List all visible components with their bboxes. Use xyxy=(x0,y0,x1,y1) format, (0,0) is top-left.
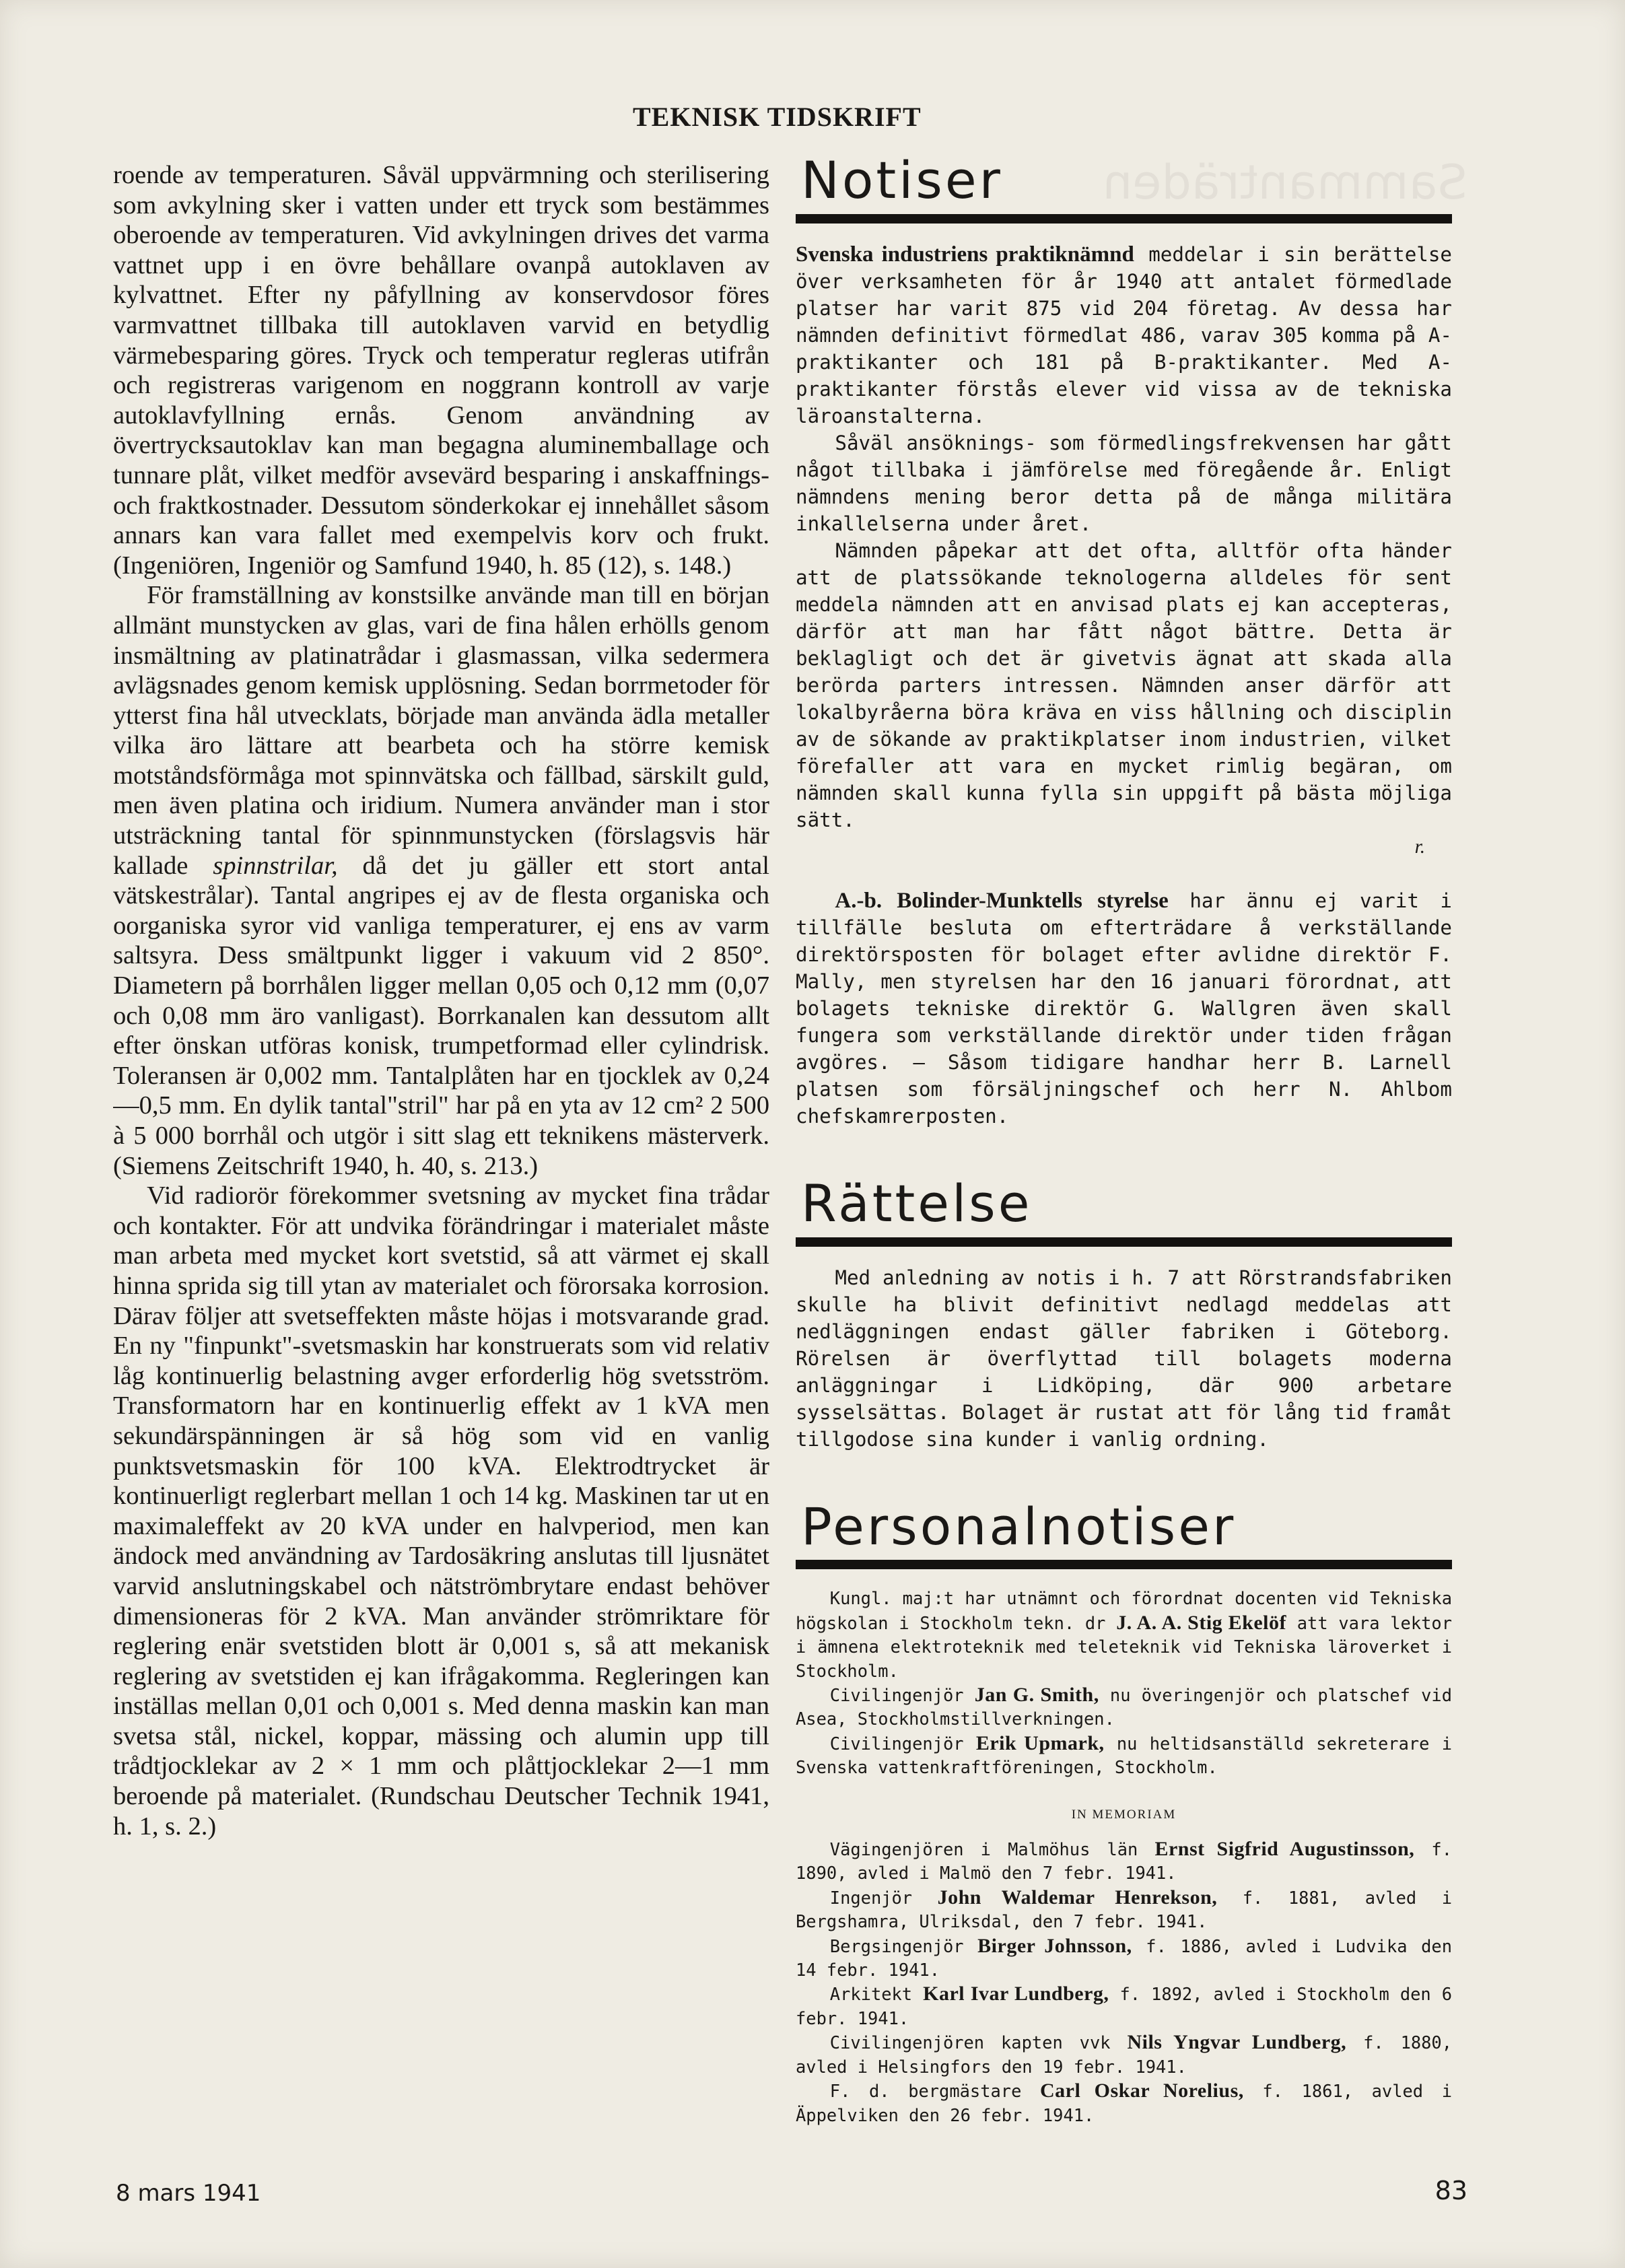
section-title-notiser: Notiser xyxy=(801,153,1003,210)
notis-text: har ännu ej varit i tillfälle besluta om efterträdare å verkställande direktörsposten för bolaget efter avlidne direktör F. Mally, men styrelsen har den 16 januari förordnat, att bolagets tekniske direktör G. Wallgren även skall fungera som verkställande direktör under tiden frågan avgöres. — Såsom tidigare handhar herr B. Larnell platsen som försäljningschef och herr N. Ahlbom chefskamrerposten. xyxy=(796,889,1452,1128)
section-rule xyxy=(796,1560,1452,1569)
notis-lead: Svenska industriens praktiknämnd xyxy=(796,242,1134,267)
entry-text: f. 1892, avled i Stockholm den 6 febr. 1941. xyxy=(796,1984,1452,2028)
left-column xyxy=(113,160,769,2166)
person-name: Karl Ivar Lundberg, xyxy=(923,1983,1109,2005)
entry-text: Civilingenjören kapten vvk xyxy=(829,2032,1128,2053)
entry-text: f. 1861, avled i Äppelviken den 26 febr. 1941. xyxy=(796,2081,1452,2125)
personalnotiser-body xyxy=(796,1587,1452,2127)
notis-signature: r. xyxy=(1414,835,1425,858)
entry-text: f. 1881, avled i Bergshamra, Ulriksdal, den 7 febr. 1941. xyxy=(796,1887,1452,1932)
page-number: 83 xyxy=(1434,2176,1467,2205)
entry-text: Ingenjör xyxy=(829,1887,938,1908)
notis-text: meddelar i sin berättelse över verksamheten för år 1940 att antalet förmedlade platser har varit 875 vid 204 företag. Av dessa har nämnden definitivt förmedlat 486, varav 305 komma på A-praktikanter och 181 på B-praktikanter. Med A-praktikanter förstås elever vid vissa av de tekniska läroanstalterna. xyxy=(796,242,1452,427)
right-column xyxy=(796,153,1452,2187)
personal-entry xyxy=(796,1731,1452,1780)
memoriam-entry xyxy=(796,2079,1452,2127)
entry-text: Arkitekt xyxy=(829,1984,924,2005)
rattelse-paragraph: Med anledning av notis i h. 7 att Rörstrandsfabriken skulle ha blivit definitivt nedlagd meddelas att nedläggningen endast gäller fabriken i Göteborg. Rörelsen är överflyttad till bolagets moderna anläggningar i Lidköping, där 900 arbetare sysselsättas. Bolaget är rustat att för lång tid framåt tillgodose sina kunder i vanlig ordning. xyxy=(796,1266,1452,1451)
entry-text: att vara lektor i ämnena elektroteknik med teleteknik vid Tekniska läroverket i Stockholm. xyxy=(796,1612,1452,1681)
notis-paragraph: Såväl ansöknings- som förmedlingsfrekvensen har gått något tillbaka i jämförelse med föregående år. Enligt nämndens mening beror detta på de många militära inkallelserna under året. xyxy=(796,431,1452,535)
section-rule xyxy=(796,1237,1452,1247)
entry-text: f. 1886, avled i Ludvika den 14 febr. 1941. xyxy=(796,1935,1452,1981)
article-text: För framställning av konstsilke använde man till en början allmänt munstycken av glas, vari de fina hålen erhölls genom insmältning av platinatrådar i glasmassan, vilka sedermera avlägsnades genom kemisk upplösning. Sedan borrmetoder för ytterst fina hål utvecklats, började man använda ädla metaller vilka äro lättare att bearbeta och ha större kemisk motståndsförmåga mot spinnvätska och fällbad, särskilt guld, men även platina och iridium. Numera använder man i stor utsträckning tantal för spinnmunstycken (förslagsvis här kallade xyxy=(113,581,769,880)
person-name: J. A. A. Stig Ekelöf xyxy=(1116,1611,1286,1634)
entry-text: Vägingenjören i Malmöhus län xyxy=(829,1839,1155,1860)
entry-text: f. 1880, avled i Helsingfors den 19 febr. 1941. xyxy=(796,2032,1452,2077)
memoriam-entry xyxy=(796,1934,1452,1983)
memoriam-heading: IN MEMORIAM xyxy=(1071,1807,1177,1822)
bleed-through-text: Sammanträden xyxy=(1103,155,1467,210)
section-rule xyxy=(796,214,1452,224)
entry-text: nu överingenjör och platschef vid Asea, Stockholmstillverkningen. xyxy=(796,1685,1452,1729)
rattelse-body xyxy=(796,1264,1452,1453)
personal-entry xyxy=(796,1683,1452,1731)
spacer xyxy=(796,1130,1452,1177)
article-paragraph: roende av temperaturen. Såväl uppvärmning och sterilisering som avkylning sker i vatten under ett tryck som bestämmes oberoende av temperaturen. Vid avkylningen drives det varma vattnet upp i en övre behållare ovanpå autoklaven av kylvattnet. Efter ny påfyllning av konservdosor föres varmvattnet tillbaka till autoklaven varvid en betydlig värmebesparing göres. Tryck och temperatur regleras utifrån och registreras varigenom en noggrann kontroll av varje autoklavfyllning ernås. Genom användning av övertrycksautoklav kan man begagna aluminemballage och tunnare plåt, vilket medför avsevärd besparing i anskaffnings- och fraktkostnader. Dessutom sönderkokar ej innehållet såsom annars kan vara fallet med exempelvis korv och frukt. (Ingeniören, Ingeniör og Samfund 1940, h. 85 (12), s. 148.) xyxy=(113,161,769,580)
entry-text: Civilingenjör xyxy=(829,1685,975,1706)
notis-lead: A.-b. Bolinder-Munktells styrelse xyxy=(835,888,1169,913)
memoriam-entry xyxy=(796,1886,1452,1934)
person-name: Jan G. Smith, xyxy=(974,1684,1099,1707)
notiser-body xyxy=(796,241,1452,1130)
footer-date: 8 mars 1941 xyxy=(116,2180,261,2207)
memoriam-entry xyxy=(796,1837,1452,1886)
entry-text: F. d. bergmästare xyxy=(829,2081,1040,2102)
article-paragraph xyxy=(113,580,769,1181)
spacer xyxy=(796,860,1452,887)
entry-text: Civilingenjör xyxy=(829,1733,976,1754)
person-name: Nils Yngvar Lundberg, xyxy=(1127,2031,1347,2054)
spacer xyxy=(796,1453,1452,1500)
person-name: Birger Johnsson, xyxy=(977,1934,1132,1957)
section-title-personalnotiser: Personalnotiser xyxy=(801,1496,1237,1556)
memoriam-entry xyxy=(796,2030,1452,2079)
section-title-rattelse: Rättelse xyxy=(801,1173,1033,1233)
memoriam-entry xyxy=(796,1982,1452,2030)
notis-paragraph xyxy=(796,887,1452,1130)
person-name: John Waldemar Henrekson, xyxy=(937,1886,1218,1909)
journal-header: TEKNISK TIDSKRIFT xyxy=(633,102,922,132)
notis-paragraph xyxy=(796,241,1452,429)
entry-text: Kungl. maj:t har utnämnt och förordnat docenten vid Tekniska högskolan i Stockholm tekn. dr xyxy=(796,1588,1452,1633)
person-name: Carl Oskar Norelius, xyxy=(1039,2080,1244,2102)
person-name: Erik Upmark, xyxy=(975,1731,1105,1754)
person-name: Ernst Sigfrid Augustinsson, xyxy=(1154,1838,1415,1861)
entry-text: f. 1890, avled i Malmö den 7 febr. 1941. xyxy=(796,1839,1452,1884)
article-paragraph: Vid radiorör förekommer svetsning av mycket fina trådar och kontakter. För att undvika förändringar i materialet måste man arbeta med mycket kort svetstid, så att värmet ej skall hinna sprida sig till ytan av materialet och förorsaka korrosion. Därav följer att svetseffekten måste höjas i motsvarande grad. En ny "finpunkt"-svetsmaskin har konstruerats som vid relativ låg kontinuerlig belastning avger erforderlig hög svetsström. Transformatorn har en kontinuerlig effekt av 1 kVA men sekundärspänningen är så hög som vid en vanlig punktsvetsmaskin för 100 kVA. Elektrodtrycket är kontinuerligt reglerbart mellan 1 och 14 kg. Maskinen tar ut en maximaleffekt av 20 kVA under en halvperiod, men kan ändock med användning av Tardosäkring anslutas till ljusnätet varvid anslutningskabel och nätströmbrytare endast behöver dimensioneras för 2 kVA. Man använder strömriktare för reglering enär svetstiden blott är 0,001 s, så att mekanisk reglering av svetstiden ej kan ifrågakomma. Regleringen kan inställas mellan 0,01 och 0,001 s. Med denna maskin kan man svetsa stål, nickel, koppar, mässing och alumin upp till trådtjocklekar av 2 × 1 mm och plåttjocklekar 2—1 mm beroende på materialet. (Rundschau Deutscher Technik 1941, h. 1, s. 2.) xyxy=(113,1181,769,1841)
notis-paragraph: Nämnden påpekar att det ofta, alltför ofta händer att de platssökande teknologerna alldeles för sent meddela nämnden att en anvisad plats ej kan accepteras, därför att man har fått något bättre. Detta är beklagligt och det är givetvis ägnat att skada alla berörda parters intressen. Nämnden anser därför att lokalbyråerna böra kräva en viss hållning och disciplin av de sökande av praktikplatser inom industrien, vilket förefaller att vara en mycket rimlig begäran, om nämnden skall kunna fylla sin uppgift på bästa möjliga sätt. xyxy=(796,539,1452,831)
article-text: då det ju gäller ett stort antal vätskestrålar). Tantal angripes ej av de flesta organiska och oorganiska syror vid vanliga temperaturer, ej ens av varm saltsyra. Dess smältpunkt ligger i vakuum vid 2 850°. Diametern på borrhålen ligger mellan 0,05 och 0,12 mm (0,07 och 0,08 mm äro vanligast). Borrkanalen kan dessutom allt efter önskan utföras konisk, trumpetformad eller cylindrisk. Toleransen är 0,002 mm. Tantalplåten har en tjocklek av 0,24—0,5 mm. En dylik tantal"stril" har på en yta av 12 cm² 2 500 à 5 000 borrhål och utgör i sitt slag ett teknikens mästerverk. (Siemens Zeitschrift 1940, h. 40, s. 213.) xyxy=(113,851,769,1180)
personal-entry xyxy=(796,1587,1452,1683)
entry-text: nu heltidsanställd sekreterare i Svenska vattenkraftföreningen, Stockholm. xyxy=(796,1733,1452,1778)
entry-text: Bergsingenjör xyxy=(829,1935,978,1956)
article-italic-term: spinnstrilar, xyxy=(213,851,338,880)
